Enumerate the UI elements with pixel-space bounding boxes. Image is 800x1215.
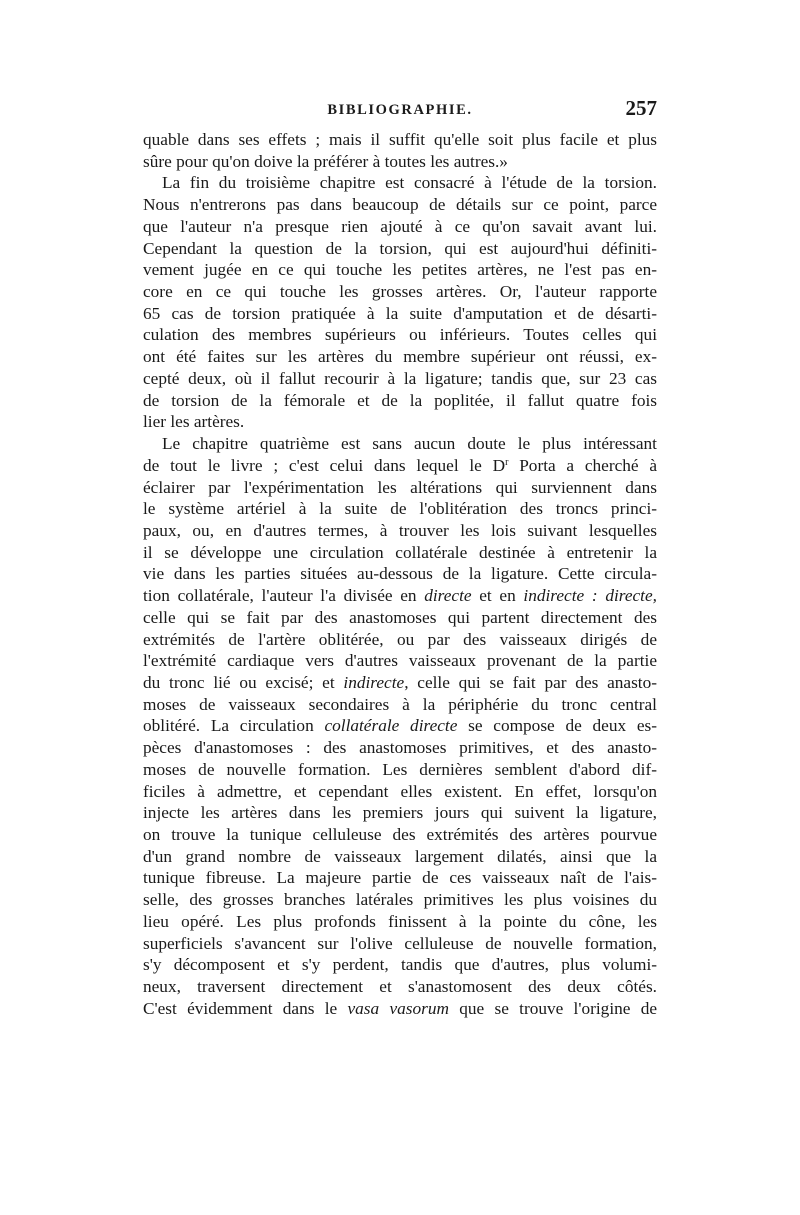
italic-term: collatérale directe: [324, 716, 458, 736]
text-line: pèces d'anastomoses : des anastomoses primitives, et des anasto-: [143, 738, 657, 758]
body-text: [143, 129, 657, 1019]
text-line: moses de vaisseaux secondaires à la périphérie du tronc central: [143, 694, 657, 714]
page-number: 257: [625, 96, 657, 120]
text-line: culation des membres supérieurs ou inférieurs. Toutes celles qui: [143, 325, 657, 345]
text-line: lier les artères.: [143, 412, 245, 432]
text-line: oblitéré. La circulation collatérale directe se compose de deux es-: [143, 716, 657, 736]
text-line: Le chapitre quatrième est sans aucun doute le plus intéressant: [162, 434, 657, 454]
text-line: moses de nouvelle formation. Les dernières semblent d'abord dif-: [143, 759, 657, 779]
text-line: quable dans ses effets ; mais il suffit qu'elle soit plus facile et plus: [143, 130, 657, 149]
running-title: BIBLIOGRAPHIE.: [327, 102, 473, 118]
text-line: selle, des grosses branches latérales primitives les plus voisines du: [143, 890, 657, 910]
text-line: il se développe une circulation collatérale destinée à entretenir la: [143, 542, 657, 562]
text-line: ficiles à admettre, et cependant elles existent. En effet, lorsqu'on: [143, 781, 657, 801]
text-line: on trouve la tunique celluleuse des extrémités des artères pourvue: [143, 825, 657, 844]
text-line: cepté deux, où il fallut recourir à la ligature; tandis que, sur 23 cas: [143, 368, 657, 388]
italic-term: indirecte : directe,: [523, 586, 657, 606]
superscript: r: [505, 456, 509, 468]
text-line: La fin du troisième chapitre est consacré à l'étude de la torsion.: [162, 173, 657, 193]
text-line: le système artériel à la suite de l'oblitération des troncs princi-: [143, 499, 657, 519]
text-line: paux, ou, en d'autres termes, à trouver les lois suivant lesquelles: [143, 520, 657, 540]
text-line: injecte les artères dans les premiers jours qui suivent la ligature,: [143, 803, 657, 823]
text-line: ont été faites sur les artères du membre supérieur ont réussi, ex-: [143, 347, 657, 367]
text-line: vement jugée en ce qui touche les petites artères, ne l'est pas en-: [143, 260, 657, 280]
text-line: lieu opéré. Les plus profonds finissent à la pointe du cône, les: [143, 911, 657, 931]
text-line: éclairer par l'expérimentation les altérations qui surviennent dans: [143, 477, 657, 497]
text-line: 65 cas de torsion pratiquée à la suite d'amputation et de désarti-: [143, 303, 657, 323]
text-line: celle qui se fait par des anastomoses qui partent directement des: [143, 607, 657, 627]
text-line: extrémités de l'artère oblitérée, ou par des vaisseaux dirigés de: [143, 629, 657, 649]
text-line: vie dans les parties situées au-dessous de la ligature. Cette circula-: [143, 564, 657, 584]
italic-term: directe: [424, 586, 472, 606]
text-line: sûre pour qu'on doive la préférer à toutes les autres.»: [143, 151, 508, 171]
text-line: superficiels s'avancent sur l'olive celluleuse de nouvelle formation,: [143, 933, 657, 953]
text-line: Cependant la question de la torsion, qui est aujourd'hui définiti-: [143, 238, 657, 258]
text-line: que l'auteur n'a presque rien ajouté à ce qu'on savait avant lui.: [143, 216, 657, 236]
text-line: d'un grand nombre de vaisseaux largement dilatés, ainsi que la: [143, 846, 657, 866]
text-line: neux, traversent directement et s'anastomosent des deux côtés.: [143, 977, 657, 997]
text-line: C'est évidemment dans le vasa vasorum que se trouve l'origine de: [143, 998, 657, 1018]
text-line: tion collatérale, l'auteur l'a divisée en directe et en indirecte : directe,: [143, 586, 657, 606]
text-line: core en ce qui touche les grosses artères. Or, l'auteur rapporte: [143, 282, 657, 302]
text-line: de tout le livre ; c'est celui dans lequel le $D^r$ Porta a cherché à: [143, 455, 657, 475]
text-line: l'extrémité cardiaque vers d'autres vaisseaux provenant de la partie: [143, 651, 657, 671]
italic-term: vasa vasorum: [347, 998, 449, 1018]
text-line: Nous n'entrerons pas dans beaucoup de détails sur ce point, parce: [143, 195, 657, 215]
text-line: du tronc lié ou excisé; et indirecte, celle qui se fait par des anasto-: [143, 672, 657, 692]
text-line: tunique fibreuse. La majeure partie de ces vaisseaux naît de l'ais-: [143, 868, 657, 888]
text-line: s'y décomposent et s'y perdent, tandis que d'autres, plus volumi-: [143, 955, 657, 975]
text-line: de torsion de la fémorale et de la poplitée, il fallut quatre fois: [143, 390, 657, 410]
running-head: [143, 98, 657, 122]
italic-term: indirecte: [343, 672, 405, 692]
